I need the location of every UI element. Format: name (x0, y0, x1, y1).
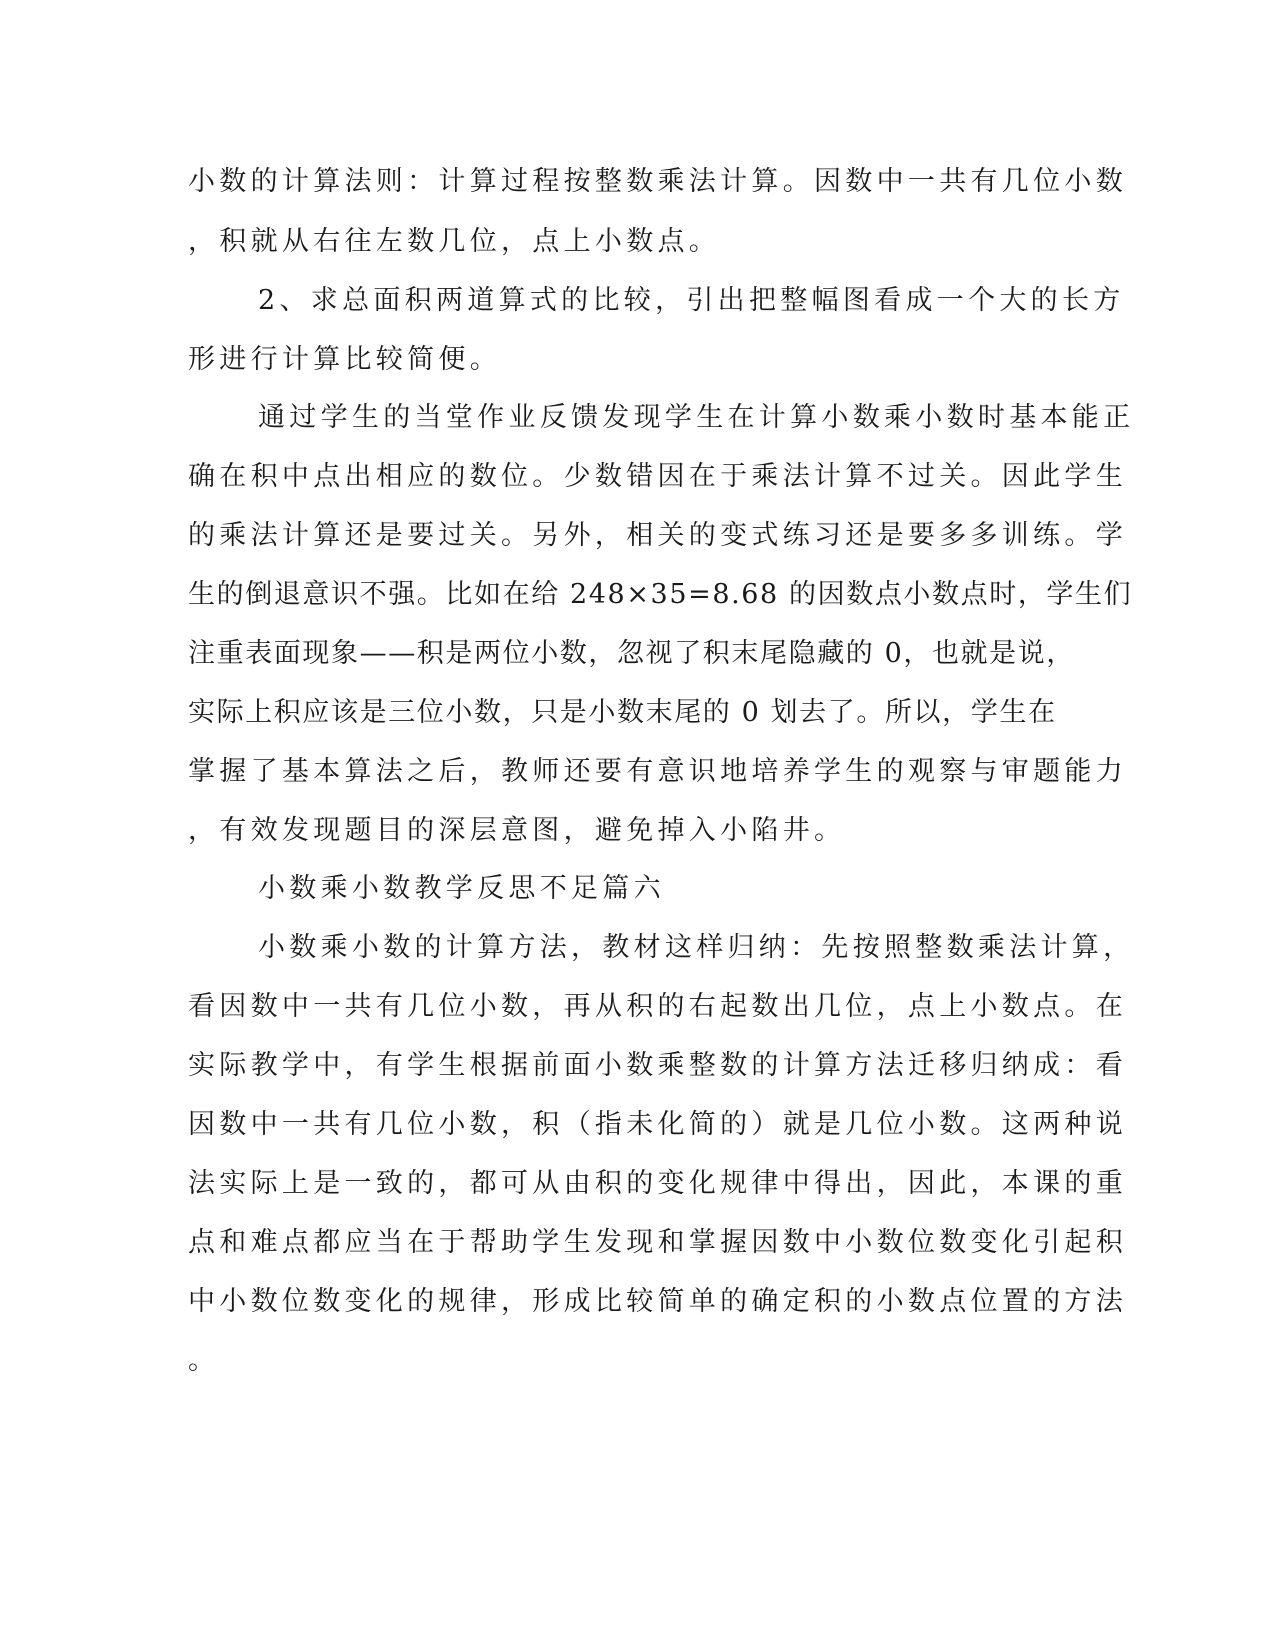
text-line: ，有效发现题目的深层意图，避免掉入小陷井。 (188, 815, 846, 846)
section-heading: 小数乘小数教学反思不足篇六 (258, 873, 665, 904)
text-line: 的乘法计算还是要过关。另外，相关的变式练习还是要多多训练。学 (188, 520, 1127, 551)
text-line: 中小数位数变化的规律，形成比较简单的确定积的小数点位置的方法 (188, 1286, 1127, 1317)
text-line: 掌握了基本算法之后，教师还要有意识地培养学生的观察与审题能力 (188, 756, 1127, 787)
text-line: 因数中一共有几位小数，积（指未化简的）就是几位小数。这两种说 (188, 1109, 1127, 1140)
text-line: 实际上积应该是三位小数，只是小数末尾的 0 划去了。所以，学生在 (188, 697, 1057, 728)
text-line: 法实际上是一致的，都可从由积的变化规律中得出，因此，本课的重 (188, 1168, 1127, 1199)
text-line: 小数乘小数的计算方法，教材这样归纳：先按照整数乘法计算， (258, 932, 1135, 963)
text-line: 2、求总面积两道算式的比较，引出把整幅图看成一个大的长方 (258, 285, 1125, 316)
text-line: 确在积中点出相应的数位。少数错因在于乘法计算不过关。因此学生 (188, 461, 1127, 492)
text-line: 实际教学中，有学生根据前面小数乘整数的计算方法迁移归纳成：看 (188, 1050, 1127, 1081)
text-line: 看因数中一共有几位小数，再从积的右起数出几位，点上小数点。在 (188, 991, 1127, 1022)
text-line: 小数的计算法则：计算过程按整数乘法计算。因数中一共有几位小数 (188, 166, 1127, 197)
text-line: 通过学生的当堂作业反馈发现学生在计算小数乘小数时基本能正 (258, 402, 1135, 433)
text-line: ，积就从右往左数几位，点上小数点。 (188, 226, 721, 257)
text-line: 生的倒退意识不强。比如在给 248×35=8.68 的因数点小数点时，学生们 (188, 579, 1133, 610)
text-line: 点和难点都应当在于帮助学生发现和掌握因数中小数位数变化引起积 (188, 1227, 1127, 1258)
text-line: 形进行计算比较简便。 (188, 344, 501, 375)
text-line: 注重表面现象——积是两位小数，忽视了积末尾隐藏的 0，也就是说， (188, 638, 1075, 669)
text-line: 。 (188, 1345, 220, 1376)
